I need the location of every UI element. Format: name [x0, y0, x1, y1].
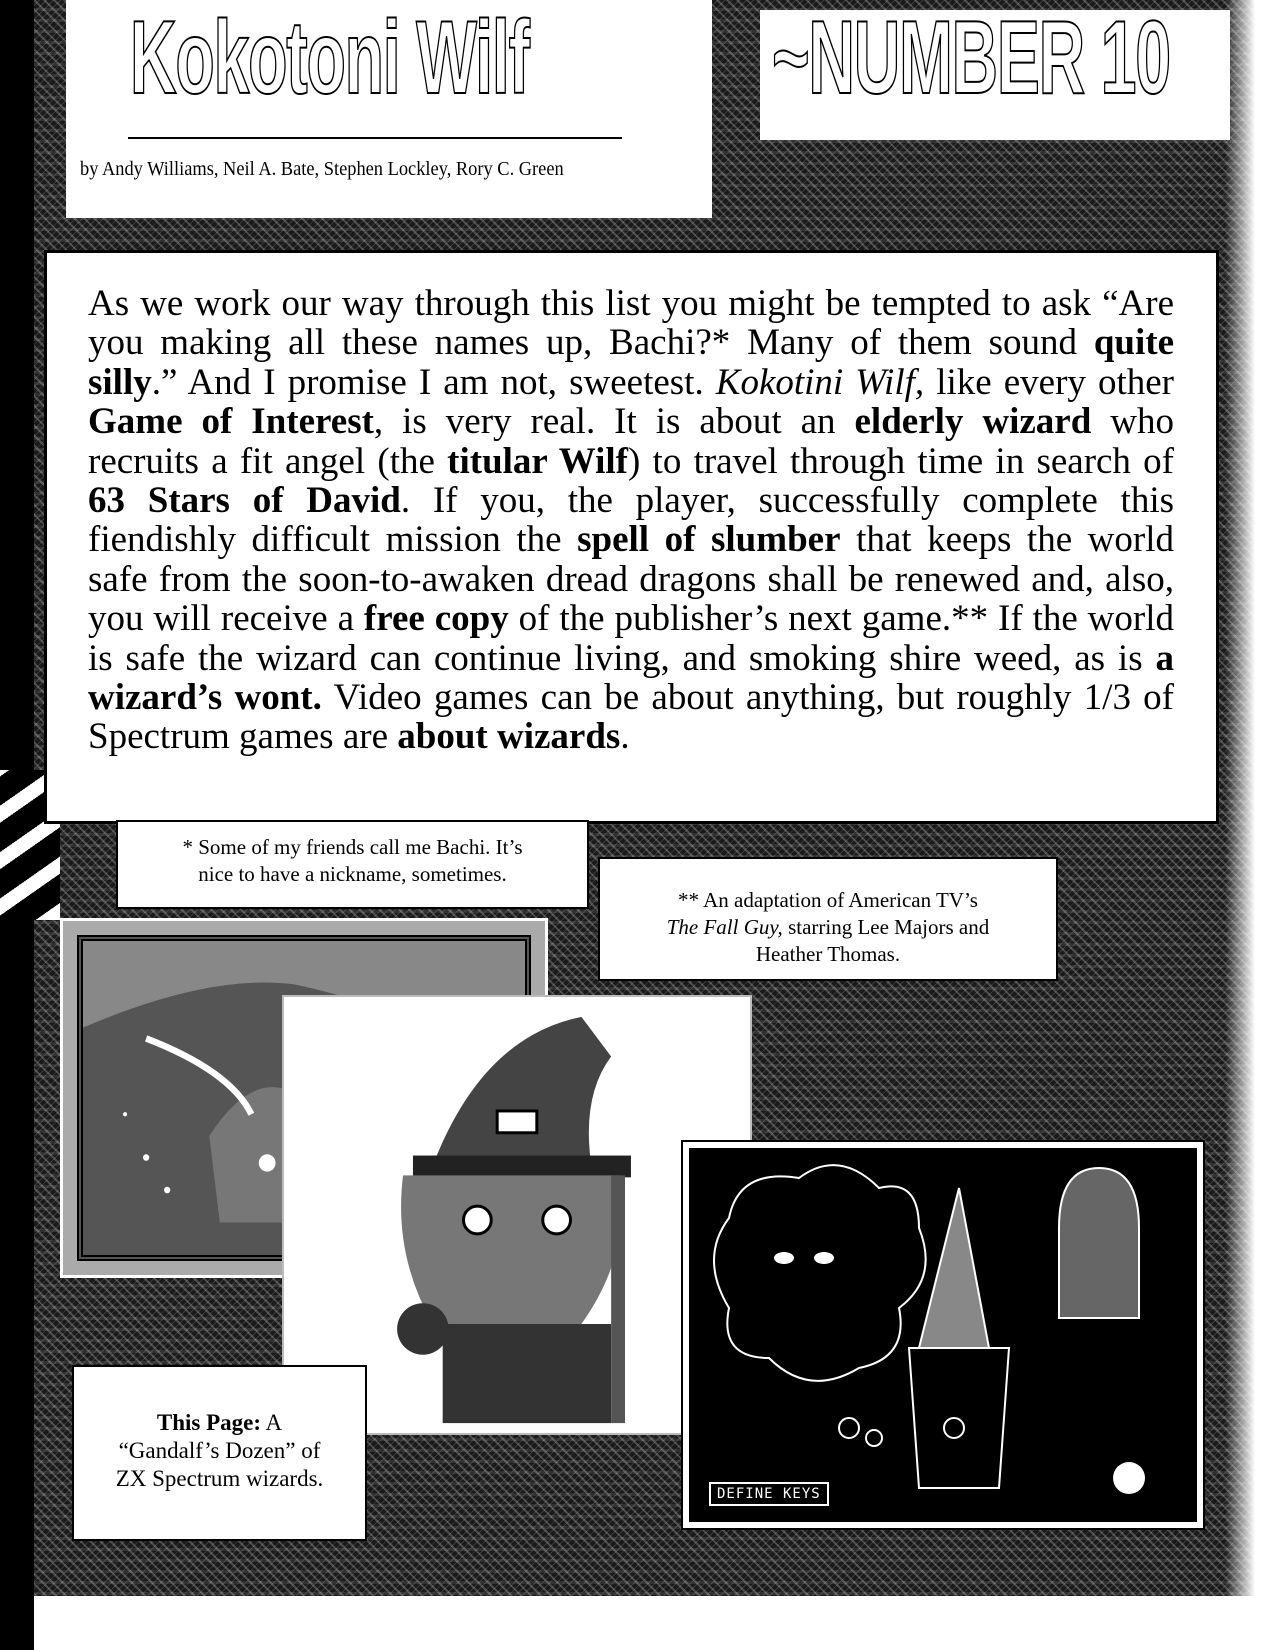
text-run: who recruits a fit angel (the — [88, 401, 1175, 482]
caption-line: “Gandalf’s Dozen” of — [118, 1438, 321, 1463]
caption-text: A — [261, 1410, 283, 1435]
caption-line — [74, 1409, 365, 1437]
text-run: As we work our way through this list you might be tempted to ask “Are you making all these names up, Bachi?* Many of them sound — [88, 283, 1174, 364]
bold-run: about wizards — [397, 716, 621, 758]
text-run: that keeps the world safe from the soon-to-awaken dread dragons shall be renewed and, also, you will receive a — [88, 519, 1174, 640]
footnote-2-line — [600, 914, 1056, 941]
page-title: Kokotoni Wilf — [130, 0, 529, 116]
footnote-2-text: starring Lee Majors and — [782, 915, 990, 939]
define-keys-label: DEFINE KEYS — [709, 1482, 829, 1506]
footnote-1 — [116, 820, 589, 909]
footnote-1-line: * Some of my friends call me Bachi. It’s — [182, 835, 523, 859]
text-run: ) to travel through time in search of — [627, 440, 1175, 482]
wizard-illustration-3 — [689, 1148, 1197, 1522]
byline: by Andy Williams, Neil A. Bate, Stephen Lockley, Rory C. Green — [80, 158, 564, 180]
bold-run: Game of Interest — [88, 401, 374, 443]
main-paragraph — [88, 284, 1174, 757]
page-caption — [72, 1365, 367, 1541]
text-run: , is very real. It is about an — [373, 401, 855, 443]
bold-run: quite silly — [88, 322, 1174, 403]
title-rule — [128, 137, 622, 139]
show-title: The Fall Guy, — [666, 915, 783, 939]
text-run: Video games can be about anything, but roughly 1/3 of Spectrum games are — [88, 677, 1175, 758]
footnote-2-line: ** An adaptation of American TV’s — [678, 888, 978, 912]
footnote-1-line: nice to have a nickname, sometimes. — [198, 862, 507, 886]
game-title: Kokotini Wilf, — [715, 361, 925, 403]
caption-line: ZX Spectrum wizards. — [115, 1466, 324, 1491]
bold-run: spell of slumber — [577, 519, 841, 561]
bold-run: 63 Stars of David — [88, 480, 401, 522]
caption-label: This Page: — [156, 1410, 262, 1435]
footnote-2-line: Heather Thomas. — [755, 942, 901, 966]
text-run: .” And I promise I am not, sweetest. — [151, 361, 716, 403]
issue-number: ~NUMBER 10 — [772, 0, 1170, 116]
text-run: like every other — [924, 361, 1174, 403]
bottom-margin — [34, 1596, 1275, 1650]
footnote-2 — [598, 857, 1058, 981]
text-run: . If you, the player, successfully complete this fiendishly difficult mission the — [88, 480, 1174, 561]
bold-run: elderly wizard — [854, 401, 1092, 443]
text-run: . — [620, 716, 630, 758]
right-margin — [1225, 0, 1275, 1650]
text-run: of the publisher’s next game.** If the world is safe the wizard can continue living, and smoking shire weed, as is — [88, 598, 1174, 679]
bold-run: free copy — [363, 598, 509, 640]
bold-run: a wizard’s wont. — [88, 637, 1174, 719]
wizard-artwork-3 — [683, 1142, 1203, 1528]
bold-run: titular Wilf — [447, 440, 628, 482]
